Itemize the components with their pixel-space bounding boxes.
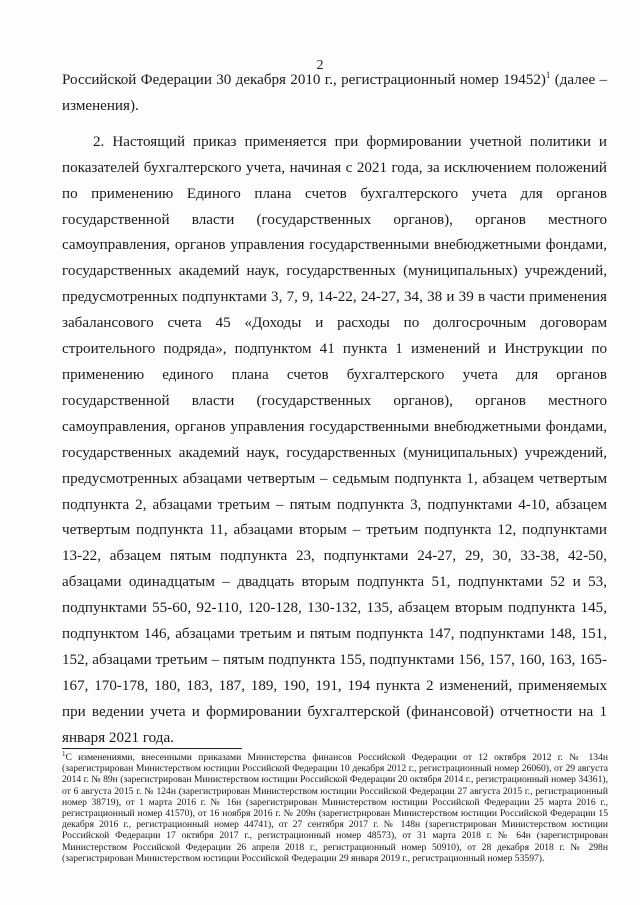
- continuation-tail: (далее – изменения).: [62, 72, 608, 114]
- body-text: [62, 68, 607, 752]
- continuation-text: Российской Федерации 30 декабря 2010 г., регистрационный номер 19452): [62, 72, 546, 88]
- footnote-divider: [62, 748, 242, 749]
- paragraph-2: 2. Настоящий приказ применяется при формировании учетной политики и показателей бухгалтерского учета, начиная с 2021 года, за исключением положений по применению Единого плана счетов бухгалтерского учета для органов государственной власти (государственных органов), органов местного самоуправления, органов управления государственными внебюджетными фондами, государственных академий наук, государственных (муниципальных) учреждений, предусмотренных подпунктами 3, 7, 9, 14-22, 24-27, 34, 38 и 39 в части применения забалансового счета 45 «Доходы и расходы по долгосрочным договорам строительного подряда», подпунктом 41 пункта 1 изменений и Инструкции по применению единого плана счетов бухгалтерского учета для органов государственной власти (государственных органов), органов местного самоуправления, органов управления государственными внебюджетными фондами, государственных академий наук, государственных (муниципальных) учреждений, предусмотренных абзацами четвертым – седьмым подпункта 1, абзацем четвертым подпункта 2, абзацами третьим – пятым подпункта 3, подпунктами 4-10, абзацем четвертым подпункта 11, абзацами вторым – третьим подпункта 12, подпунктами 13-22, абзацем пятым подпункта 23, подпунктами 24-27, 29, 30, 33-38, 42-50, абзацами одинадцатым – двадцать вторым подпункта 51, подпунктами 52 и 53, подпунктами 55-60, 92-110, 120-128, 130-132, 135, абзацем вторым подпункта 145, подпунктом 146, абзацами третьим и пятым подпункта 147, подпунктами 148, 151, 152, абзацами третьим – пятым подпункта 155, подпунктами 156, 157, 160, 163, 165-167, 170-178, 180, 183, 187, 189, 190, 191, 194 пункта 2 изменений, применяемых при ведении учета и формировании бухгалтерской (финансовой) отчетности на 1 января 2021 года.: [62, 133, 607, 746]
- page-number: 2: [316, 58, 324, 73]
- paragraph-continuation: [62, 68, 607, 120]
- footnote-reference: 1: [545, 69, 551, 80]
- footnote-text: С изменениями, внесенными приказами Министерства финансов Российской Федерации от 12 октября 2012 г. № 134н (зарегистрирован Министерством юстиции Российской Федерации 10 декабря 2012 г., регистрационный номер 26060), от 29 августа 2014 г. № 89н (зарегистрирован Министерством юстиции Российской Федерации 20 октября 2014 г., регистрационный номер 34361), от 6 августа 2015 г. № 124н (зарегистрирован Министерством юстиции Российской Федерации 27 августа 2015 г., регистрационный номер 38719), от 1 марта 2016 г. № 16н (зарегистрирован Министерством юстиции Российской Федерации 25 марта 2016 г., регистрационный номер 41570), от 16 ноября 2016 г. № 209н (зарегистрирован Министерством юстиции Российской Федерации 15 декабря 2016 г., регистрационный номер 44741), от 27 сентября 2017 г. № 148н (зарегистрирован Министерством юстиции Российской Федерации 17 октября 2017 г., регистрационный номер 48573), от 31 марта 2018 г. № 64н (зарегистрирован Министерством Российской Федерации 26 апреля 2018 г., регистрационный номер 50910), от 28 декабря 2018 г. № 298н (зарегистрирован Министерством юстиции Российской Федерации 29 января 2019 г., регистрационный номер 53597).: [62, 752, 608, 864]
- footnote: [62, 749, 608, 864]
- footnote-mark: 1: [62, 749, 66, 758]
